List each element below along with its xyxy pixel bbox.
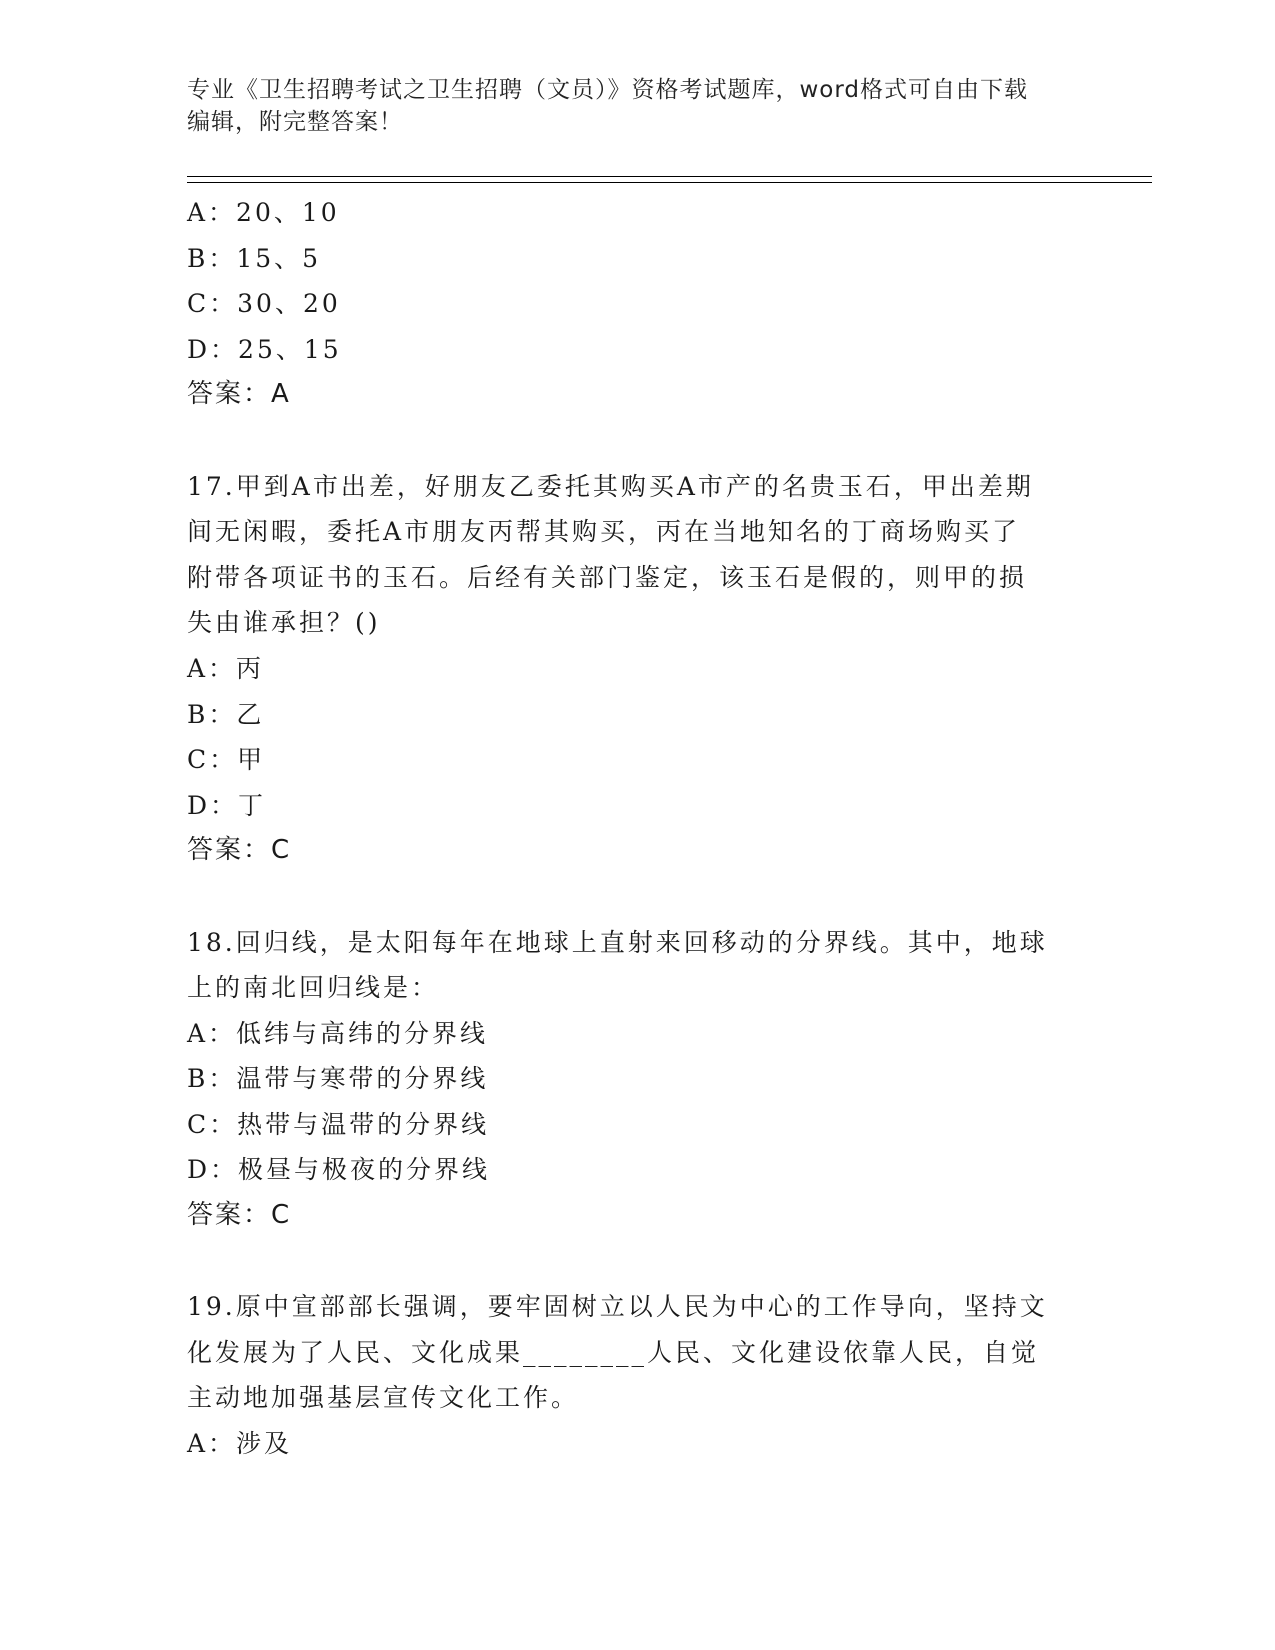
header-rule-bottom <box>187 182 1152 183</box>
question-16 <box>187 190 1087 418</box>
page-header <box>187 74 1067 138</box>
answer: 答案：C <box>187 1200 292 1231</box>
question-stem-line: 19.原中宣部部长强调，要牢固树立以人民为中心的工作导向，坚持文 <box>187 1292 1048 1322</box>
question-19 <box>187 1284 1087 1466</box>
header-line-2: 编辑，附完整答案！ <box>187 109 403 135</box>
option-a: A：丙 <box>187 653 265 683</box>
option-d: D：极昼与极夜的分界线 <box>187 1155 491 1185</box>
option-a: A：低纬与高纬的分界线 <box>187 1018 489 1048</box>
spacer <box>187 1239 1087 1285</box>
answer: 答案：C <box>187 835 292 866</box>
question-stem-line: 间无闲暇，委托A市朋友丙帮其购买，丙在当地知名的丁商场购买了 <box>187 517 1021 547</box>
option-b: B：温带与寒带的分界线 <box>187 1064 489 1094</box>
question-stem-line: 化发展为了人民、文化成果________人民、文化建设依靠人民，自觉 <box>187 1337 1040 1367</box>
question-stem-line: 上的南北回归线是： <box>187 973 440 1003</box>
option-b: B：15、5 <box>187 243 322 273</box>
option-a: A：20、10 <box>187 198 340 227</box>
question-stem-line: 失由谁承担？() <box>187 608 381 638</box>
header-rule-top <box>187 176 1152 177</box>
question-stem-line: 17.甲到A市出差，好朋友乙委托其购买A市产的名贵玉石，甲出差期 <box>187 471 1034 501</box>
option-c: C：甲 <box>187 745 266 775</box>
option-c: C：热带与温带的分界线 <box>187 1109 490 1139</box>
option-d: D：丁 <box>187 790 267 820</box>
option-c: C：30、20 <box>187 289 341 319</box>
question-stem-line: 18.回归线，是太阳每年在地球上直射来回移动的分界线。其中，地球 <box>187 927 1048 957</box>
spacer <box>187 874 1087 920</box>
header-line-1: 专业《卫生招聘考试之卫生招聘（文员）》资格考试题库，word格式可自由下载 <box>187 77 1029 103</box>
question-stem-line: 主动地加强基层宣传文化工作。 <box>187 1383 580 1413</box>
question-content <box>187 190 1087 1467</box>
answer: 答案：A <box>187 379 291 410</box>
question-stem-line: 附带各项证书的玉石。后经有关部门鉴定，该玉石是假的，则甲的损 <box>187 562 1028 592</box>
option-d: D：25、15 <box>187 334 342 364</box>
question-17 <box>187 464 1087 874</box>
question-18 <box>187 920 1087 1239</box>
spacer <box>187 418 1087 464</box>
option-a: A：涉及 <box>187 1429 293 1459</box>
option-b: B：乙 <box>187 699 265 729</box>
